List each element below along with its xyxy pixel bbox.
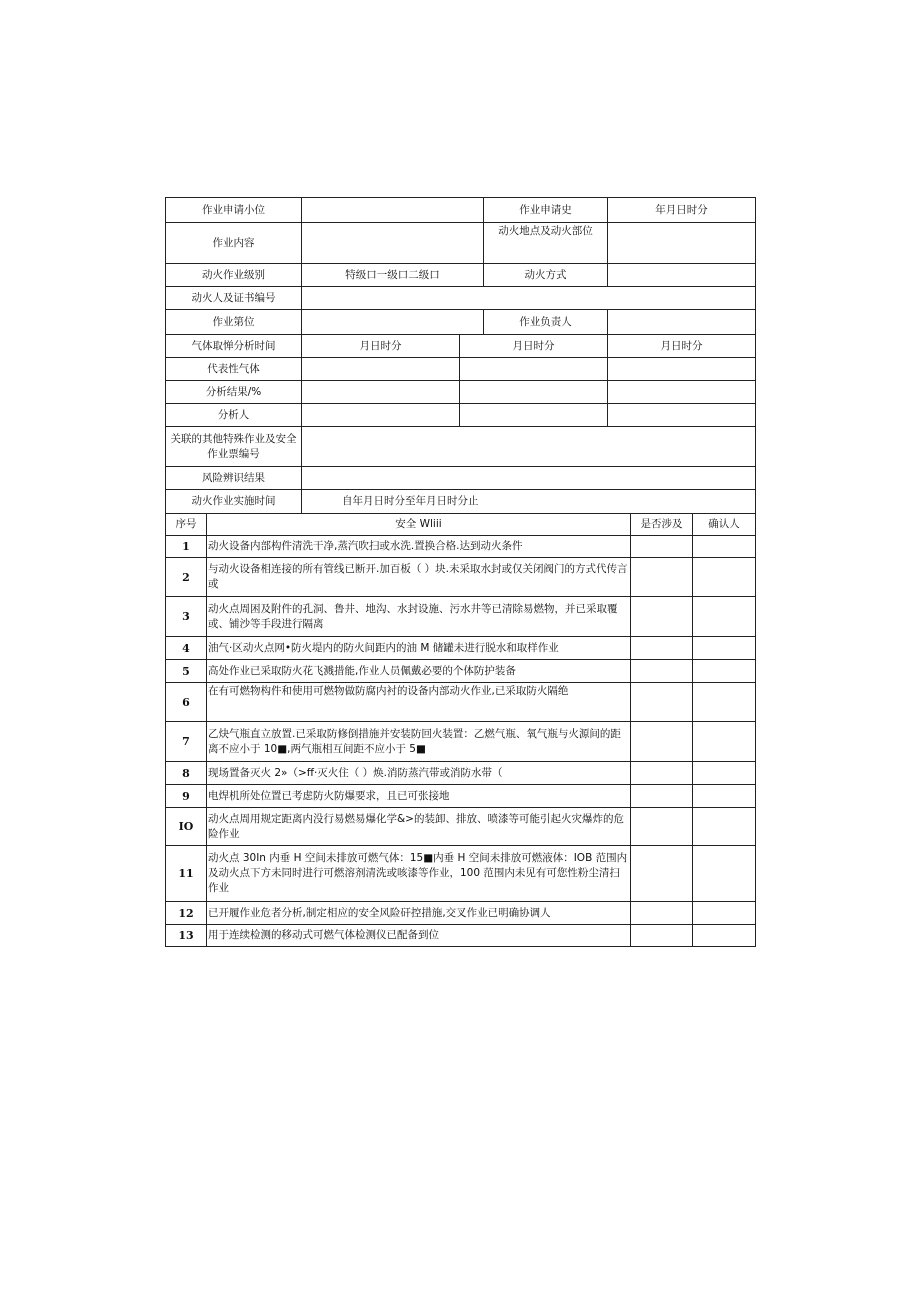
item-text: 在有可燃物构件和使用可燃物做防腐内衬的设备内部动火作业,已采取防火隔绝 — [207, 683, 631, 722]
header-measure: 安全 Wliii — [207, 514, 631, 536]
row-applicant-unit — [166, 198, 756, 223]
work-unit-field[interactable] — [302, 310, 484, 335]
row-work-unit — [166, 310, 756, 335]
responsible-label: 作业负责人 — [484, 310, 608, 335]
row-analysis-result — [166, 381, 756, 404]
confirmer-cell[interactable] — [693, 637, 756, 660]
result-field-1[interactable] — [302, 381, 460, 404]
table-row — [166, 925, 756, 947]
item-no: 6 — [166, 683, 207, 722]
confirmer-cell[interactable] — [693, 597, 756, 637]
row-related-permit — [166, 427, 756, 467]
work-content-field[interactable] — [302, 223, 484, 264]
applicant-unit-label: 作业申请小位 — [166, 198, 302, 223]
involved-cell[interactable] — [631, 722, 693, 762]
fire-method-field[interactable] — [608, 264, 756, 287]
confirmer-cell[interactable] — [693, 660, 756, 683]
header-confirmer: 确认人 — [693, 514, 756, 536]
table-row — [166, 846, 756, 902]
item-text: 用于连续检测的移动式可燃气体检测仪已配备到位 — [207, 925, 631, 947]
analyst-field-1[interactable] — [302, 404, 460, 427]
involved-cell[interactable] — [631, 785, 693, 808]
item-text: 已开履作业危者分析,制定相应的安全风险矸控措施,交叉作业已明确协调人 — [207, 902, 631, 925]
involved-cell[interactable] — [631, 846, 693, 902]
item-text: 动火点周困及附件的孔洞、鲁井、地沟、水封设施、污水井等已清除易燃物，并已采取覆或、铺沙等手段进行隔离 — [207, 597, 631, 637]
item-no: 5 — [166, 660, 207, 683]
confirmer-cell[interactable] — [693, 902, 756, 925]
gas-type-field-2[interactable] — [460, 358, 608, 381]
table-row — [166, 660, 756, 683]
related-permit-label: 关联的其他特殊作业及安全作业票编号 — [166, 427, 302, 467]
involved-cell[interactable] — [631, 925, 693, 947]
involved-cell[interactable] — [631, 558, 693, 597]
table-row — [166, 536, 756, 558]
operator-field[interactable] — [302, 287, 756, 310]
gas-time-3[interactable]: 月日时分 — [608, 335, 756, 358]
table-row — [166, 762, 756, 785]
row-risk — [166, 467, 756, 490]
location-label: 动火地点及动火部位 — [484, 223, 608, 264]
row-impl-time — [166, 490, 756, 514]
table-row — [166, 808, 756, 846]
gas-time-label: 气体取惮分析时间 — [166, 335, 302, 358]
confirmer-cell[interactable] — [693, 785, 756, 808]
table-row — [166, 683, 756, 722]
table-row — [166, 637, 756, 660]
item-text: 高处作业已采取防火花飞溅措能,作业人员佩戴必要的个体防护装备 — [207, 660, 631, 683]
row-gas-time — [166, 335, 756, 358]
confirmer-cell[interactable] — [693, 536, 756, 558]
confirmer-cell[interactable] — [693, 683, 756, 722]
related-permit-field[interactable] — [302, 427, 756, 467]
responsible-field[interactable] — [608, 310, 756, 335]
item-text: 乙炔气瓶直立放置.已采取防修倒措施并安装防回火装置：乙燃气瓶、氧气瓶与火源间的距离不应小于 10■,两气瓶相互间距不应小于 5■ — [207, 722, 631, 762]
item-no: 9 — [166, 785, 207, 808]
row-operator — [166, 287, 756, 310]
impl-time-label: 动火作业实施时间 — [166, 490, 302, 514]
row-work-content — [166, 223, 756, 264]
row-fire-level — [166, 264, 756, 287]
item-no: 3 — [166, 597, 207, 637]
header-no: 序号 — [166, 514, 207, 536]
item-no: 8 — [166, 762, 207, 785]
table-row — [166, 902, 756, 925]
item-no: 4 — [166, 637, 207, 660]
result-label: 分析结果/% — [166, 381, 302, 404]
apply-time-label: 作业申请史 — [484, 198, 608, 223]
involved-cell[interactable] — [631, 683, 693, 722]
table-row — [166, 597, 756, 637]
table-row — [166, 558, 756, 597]
analyst-field-3[interactable] — [608, 404, 756, 427]
table-row — [166, 722, 756, 762]
gas-type-field-3[interactable] — [608, 358, 756, 381]
checklist-header-row — [166, 514, 756, 536]
row-gas-type — [166, 358, 756, 381]
table-row — [166, 785, 756, 808]
item-text: 动火设备内部构件清洗干净,蒸汽吹扫或水洗.置换合格.达到动火条件 — [207, 536, 631, 558]
confirmer-cell[interactable] — [693, 558, 756, 597]
gas-type-field-1[interactable] — [302, 358, 460, 381]
item-no: 2 — [166, 558, 207, 597]
apply-time-field[interactable]: 年月日时分 — [608, 198, 756, 223]
gas-time-1[interactable]: 月日时分 — [302, 335, 460, 358]
involved-cell[interactable] — [631, 637, 693, 660]
confirmer-cell[interactable] — [693, 722, 756, 762]
item-text: 与动火设备相连接的所有管线已断开.加百板（ ）块.未采取水封或仅关闭阀门的方式代传言或 — [207, 558, 631, 597]
item-text: 动火点周用规定距离内没行易燃易爆化学&>的装卸、排放、喷漆等可能引起火灾爆炸的危险作业 — [207, 808, 631, 846]
item-text: 现场置备灭火 2»（>ff·灭火住（ ）焕.消防蒸汽带或消防水带（ — [207, 762, 631, 785]
item-no: 11 — [166, 846, 207, 902]
location-field[interactable] — [608, 223, 756, 264]
item-no: 12 — [166, 902, 207, 925]
item-no: 1 — [166, 536, 207, 558]
permit-table — [165, 197, 756, 947]
confirmer-cell[interactable] — [693, 762, 756, 785]
fire-level-label: 动火作业级别 — [166, 264, 302, 287]
involved-cell[interactable] — [631, 808, 693, 846]
confirmer-cell[interactable] — [693, 925, 756, 947]
item-text: 动火点 30In 内垂 H 空间未排放可燃气体：15■内垂 H 空间未排放可燃液体：IOB 范围内及动火点下方未同时进行可燃溶剂清洗或咳漆等作业，100 范围内未见有可您性粉尘清扫作业 — [207, 846, 631, 902]
gas-type-label: 代表性气体 — [166, 358, 302, 381]
result-field-3[interactable] — [608, 381, 756, 404]
confirmer-cell[interactable] — [693, 846, 756, 902]
confirmer-cell[interactable] — [693, 808, 756, 846]
risk-field[interactable] — [302, 467, 756, 490]
analyst-field-2[interactable] — [460, 404, 608, 427]
operator-label: 动火人及证书编号 — [166, 287, 302, 310]
item-no: 13 — [166, 925, 207, 947]
involved-cell[interactable] — [631, 597, 693, 637]
involved-cell[interactable] — [631, 660, 693, 683]
impl-time-field[interactable]: 自年月日时分至年月日时分止 — [302, 490, 756, 514]
gas-time-2[interactable]: 月日时分 — [460, 335, 608, 358]
fire-method-label: 动火方式 — [484, 264, 608, 287]
involved-cell[interactable] — [631, 762, 693, 785]
item-text: 油气·区动火点网•防火堤内的防火间距内的油 M 储罐未进行脱水和取样作业 — [207, 637, 631, 660]
work-unit-label: 作业第位 — [166, 310, 302, 335]
row-analyst — [166, 404, 756, 427]
item-no: 7 — [166, 722, 207, 762]
item-no: IO — [166, 808, 207, 846]
hot-work-permit-form — [165, 197, 755, 947]
involved-cell[interactable] — [631, 536, 693, 558]
risk-label: 风险辨识结果 — [166, 467, 302, 490]
involved-cell[interactable] — [631, 902, 693, 925]
result-field-2[interactable] — [460, 381, 608, 404]
fire-level-options[interactable]: 特级口一级口二级口 — [302, 264, 484, 287]
applicant-unit-field[interactable] — [302, 198, 484, 223]
header-involved: 是否涉及 — [631, 514, 693, 536]
work-content-label: 作业内容 — [166, 223, 302, 264]
analyst-label: 分析人 — [166, 404, 302, 427]
item-text: 电焊机所处位置已考虑防火防爆要求，且已可张接地 — [207, 785, 631, 808]
